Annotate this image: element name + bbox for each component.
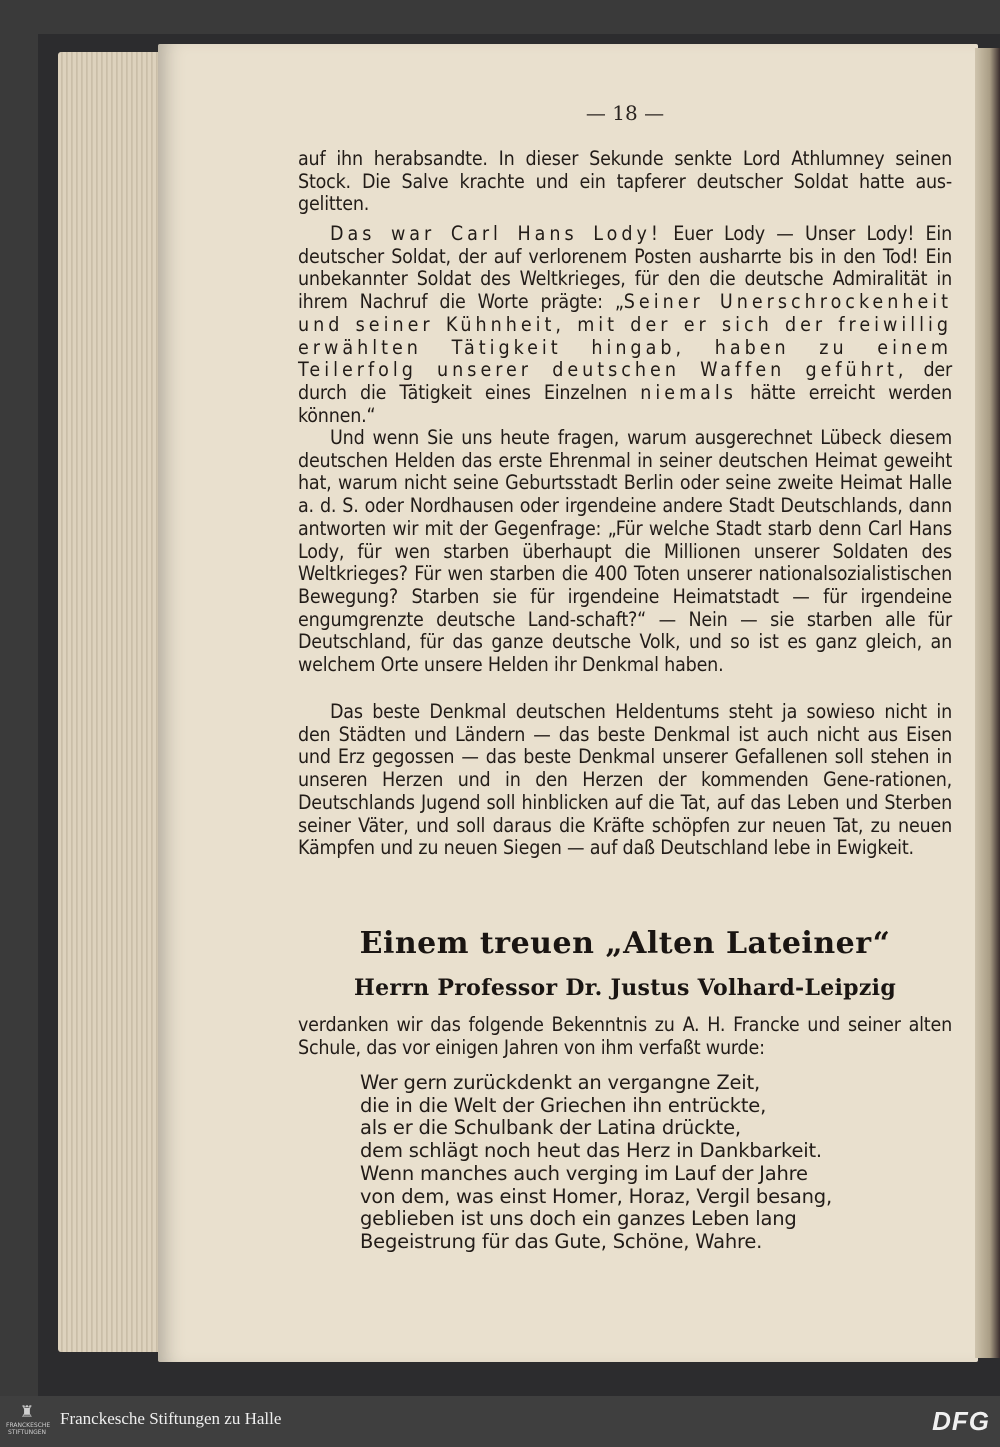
- viewer-footer: [0, 1396, 1000, 1447]
- poem-line: dem schlägt noch heut das Herz in Dankbarkeit.: [360, 1139, 822, 1163]
- poem-line: von dem, was einst Homer, Horaz, Vergil besang,: [360, 1184, 832, 1208]
- paragraph-1: auf ihn herabsandte. In dieser Sekunde senkte Lord Athlumney seinen Stock. Die Salve krachte und ein tapferer deutscher Soldat hatte aus-gelitten.: [298, 147, 952, 216]
- poem-line: Wer gern zurückdenkt an vergangne Zeit,: [360, 1071, 760, 1094]
- paragraph-5: verdanken wir das folgende Bekenntnis zu A. H. Francke und seiner alten Schule, das vor einigen Jahren von ihm verfaßt wurde:: [298, 1013, 952, 1059]
- poem-line: Begeistrung für das Gute, Schöne, Wahre.: [360, 1229, 763, 1253]
- poem-line: Wenn manches auch verging im Lauf der Jahre: [360, 1161, 808, 1185]
- section-subtitle: Herrn Professor Dr. Justus Volhard-Leipzig: [353, 975, 897, 1001]
- poem: [360, 1072, 920, 1254]
- niemals-emphasis: niemals: [640, 380, 737, 404]
- institution-name[interactable]: Franckesche Stiftungen zu Halle: [60, 1409, 282, 1428]
- paragraph-2-text: Euer Lody — Unser Lody! Ein deutscher Soldat, der auf verlorenem Posten ausharrte bis in den Tod! Ein unbekannter Soldat des Weltkrieges, für den die deutsche Admiralität in ihrem Nachruf die Worte prägte: „: [298, 222, 952, 314]
- page-number: — 18 —: [585, 101, 665, 125]
- poem-line: die in die Welt der Griechen ihn entrückte,: [360, 1093, 767, 1117]
- section-title: Einem treuen „Alten Lateiner“: [359, 926, 891, 961]
- poem-line: geblieben ist uns doch ein ganzes Leben lang: [360, 1207, 797, 1231]
- francke-logo-text: FRANCKESCHE STIFTUNGEN: [6, 1422, 51, 1436]
- dfg-logo[interactable]: DFG: [932, 1406, 990, 1436]
- francke-logo-icon: ♜: [19, 1402, 35, 1421]
- lody-name: Das war Carl Hans Lody!: [330, 222, 662, 245]
- paragraph-4: Das beste Denkmal deutschen Heldentums steht ja sowieso nicht in den Städten und Ländern — das beste Denkmal ist auch nicht aus Eisen und Erz gegossen — das beste Denkmal unserer Gefallenen soll stehen in unseren Herzen und in den Herzen der kommenden Gene-rationen, Deutschlands Jugend soll hinblicken auf die Tat, auf das Leben und Sterben seiner Väter, und soll daraus die Kräfte schöpfen zur neuen Tat, zu neuen Kämpfen und zu neuen Siegen — auf daß Deutschland lebe in Ewigkeit.: [298, 700, 952, 860]
- poem-line: als er die Schulbank der Latina drückte,: [360, 1116, 741, 1140]
- paragraph-2-text-cont: der durch die Tätigkeit eines Einzelnen: [298, 358, 953, 404]
- francke-logo[interactable]: [6, 1402, 51, 1442]
- paragraph-2-end: hätte erreicht werden können.“: [298, 380, 952, 427]
- page-right-edge: [975, 48, 1000, 1358]
- paragraph-2: [298, 223, 952, 427]
- paragraph-3: Und wenn Sie uns heute fragen, warum ausgerechnet Lübeck diesem deutschen Helden das erste Ehrenmal in seiner deutschen Heimat geweiht hat, warum nicht seine Geburtsstadt Berlin oder seine zweite Heimat Halle a. d. S. oder Nordhausen oder irgendeine andere Stadt Deutschlands, dann antworten wir mit der Gegenfrage: „Für welche Stadt starb denn Carl Hans Lody, für wen starben überhaupt die Millionen unserer Soldaten des Weltkrieges? Für wen starben die 400 Toten unserer nationalsozialistischen Bewegung? Starben sie für irgendeine Heimatstadt — für irgendeine engumgrenzte deutsche Land-schaft?“ — Nein — sie starben alle für Deutschland, für das ganze deutsche Volk, und so ist es ganz gleich, an welchem Orte unsere Helden ihr Denkmal haben.: [298, 426, 952, 677]
- admiralty-quote: Seiner Unerschrockenheit und seiner Kühnheit, mit der er sich der freiwillig erwählten Tätigkeit hingab, haben zu einem Teilerfolg unserer deutschen Waffen geführt,: [298, 290, 952, 382]
